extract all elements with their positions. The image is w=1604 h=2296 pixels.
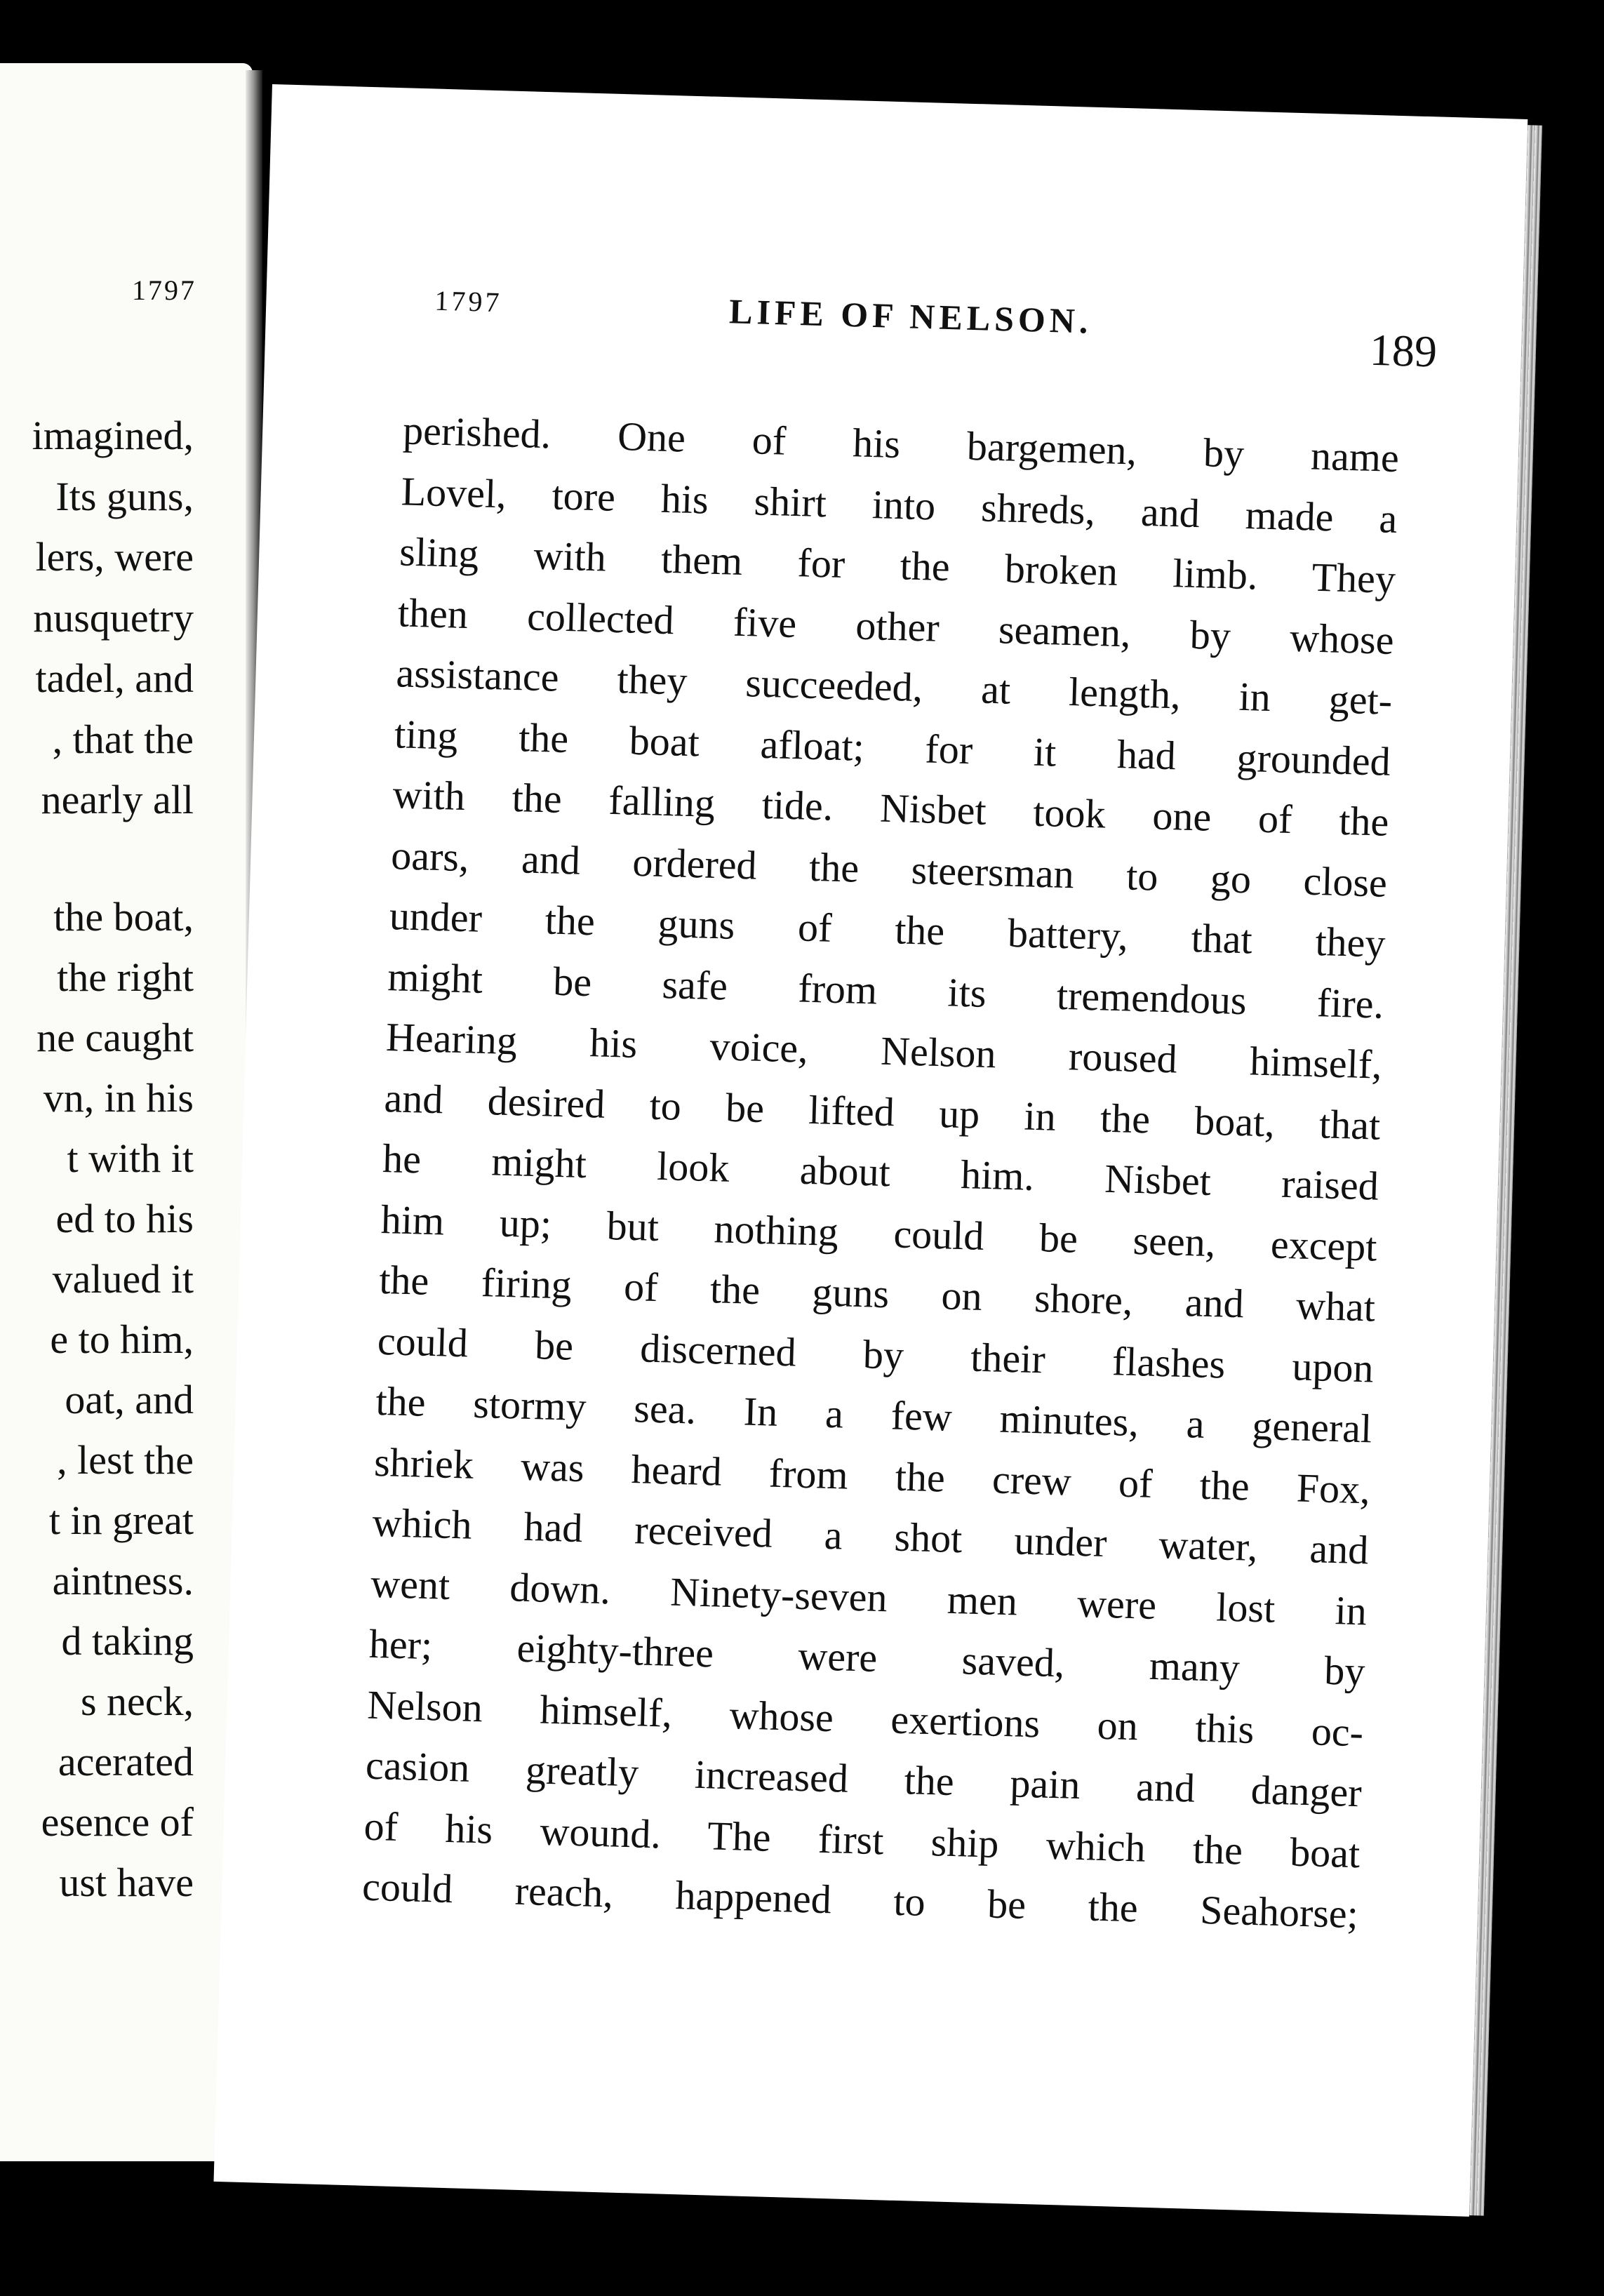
running-year: 1797 bbox=[434, 284, 503, 319]
left-text-line: t with it bbox=[67, 1135, 194, 1181]
right-page bbox=[214, 84, 1528, 2217]
left-text-line: vn, in his bbox=[43, 1075, 194, 1121]
body-text-line: her; eighty-three were saved, many by bbox=[368, 1620, 1366, 1695]
left-text-line: t in great bbox=[48, 1497, 194, 1543]
left-text-line: s neck, bbox=[80, 1678, 194, 1724]
left-text-line: oat, and bbox=[65, 1377, 194, 1422]
body-text-line: could reach, happened to be the Seahorse; bbox=[361, 1863, 1359, 1937]
left-text-line: valued it bbox=[52, 1256, 194, 1302]
body-text-line: perished. One of his bargemen, by name bbox=[402, 407, 1400, 481]
body-text-line: Nelson himself, whose exertions on this oc- bbox=[366, 1681, 1364, 1755]
body-text-line: Hearing his voice, Nelson roused himself, bbox=[385, 1014, 1383, 1088]
body-text-line: oars, and ordered the steersman to go close bbox=[390, 832, 1388, 906]
body-text-line: of his wound. The first ship which the boat bbox=[363, 1803, 1361, 1876]
left-text-line: tadel, and bbox=[35, 655, 194, 701]
left-page-text bbox=[0, 406, 194, 1913]
body-text-line: sling with them for the broken limb. They bbox=[399, 528, 1396, 602]
left-facing-page bbox=[0, 63, 253, 2161]
left-running-year: 1797 bbox=[132, 274, 196, 306]
body-text-line: under the guns of the battery, that they bbox=[389, 893, 1386, 966]
left-text-line: nusquetry bbox=[33, 594, 194, 641]
left-text-line: d taking bbox=[61, 1618, 194, 1664]
left-text-line: , that the bbox=[52, 716, 194, 762]
body-text-line: could be discerned by their flashes upon bbox=[377, 1317, 1375, 1391]
left-text-line: aintness. bbox=[52, 1558, 194, 1603]
body-text-line: shriek was heard from the crew of the Fox, bbox=[373, 1439, 1371, 1512]
left-text-line: esence of bbox=[41, 1799, 194, 1845]
body-text-line: he might look about him. Nisbet raised bbox=[382, 1135, 1379, 1209]
left-text-line: e to him, bbox=[50, 1316, 194, 1362]
body-text-line: and desired to be lifted up in the boat, that bbox=[383, 1074, 1382, 1149]
body-text-line: ting the boat afloat; for it had grounded bbox=[394, 710, 1391, 785]
left-text-line: ust have bbox=[59, 1860, 194, 1905]
body-text-line: might be safe from its tremendous fire. bbox=[387, 953, 1384, 1027]
left-text-line: Its guns, bbox=[55, 473, 194, 519]
body-text bbox=[361, 400, 1400, 1944]
running-title: LIFE OF NELSON. bbox=[728, 291, 1093, 341]
running-header bbox=[434, 284, 1438, 377]
body-text-line: casion greatly increased the pain and danger bbox=[365, 1742, 1363, 1816]
left-text-line: lers, were bbox=[35, 534, 194, 580]
left-text-line: nearly all bbox=[41, 777, 194, 822]
left-text-line: the right bbox=[57, 954, 194, 1000]
left-text-line: , lest the bbox=[57, 1437, 194, 1483]
body-text-line: the stormy sea. In a few minutes, a general bbox=[375, 1377, 1373, 1452]
left-text-line: the boat, bbox=[53, 893, 194, 940]
body-text-line: assistance they succeeded, at length, in get- bbox=[395, 650, 1394, 723]
body-text-line: him up; but nothing could be seen, except bbox=[380, 1196, 1378, 1270]
page-number: 189 bbox=[1369, 324, 1438, 377]
body-text-line: went down. Ninety-seven men were lost in bbox=[370, 1560, 1368, 1634]
left-text-line: ne caught bbox=[36, 1015, 194, 1060]
body-text-line: Lovel, tore his shirt into shreds, and made a bbox=[400, 467, 1398, 542]
left-text-line: acerated bbox=[58, 1739, 194, 1784]
body-text-line: which had received a shot under water, and bbox=[371, 1499, 1370, 1573]
body-text-line: the firing of the guns on shore, and what bbox=[378, 1256, 1376, 1330]
left-text-line: imagined, bbox=[32, 413, 194, 458]
left-text-line: ed to his bbox=[55, 1196, 194, 1241]
body-text-line: with the falling tide. Nisbet took one of the bbox=[392, 771, 1390, 845]
body-text-line: then collected five other seamen, by whose bbox=[397, 589, 1395, 663]
